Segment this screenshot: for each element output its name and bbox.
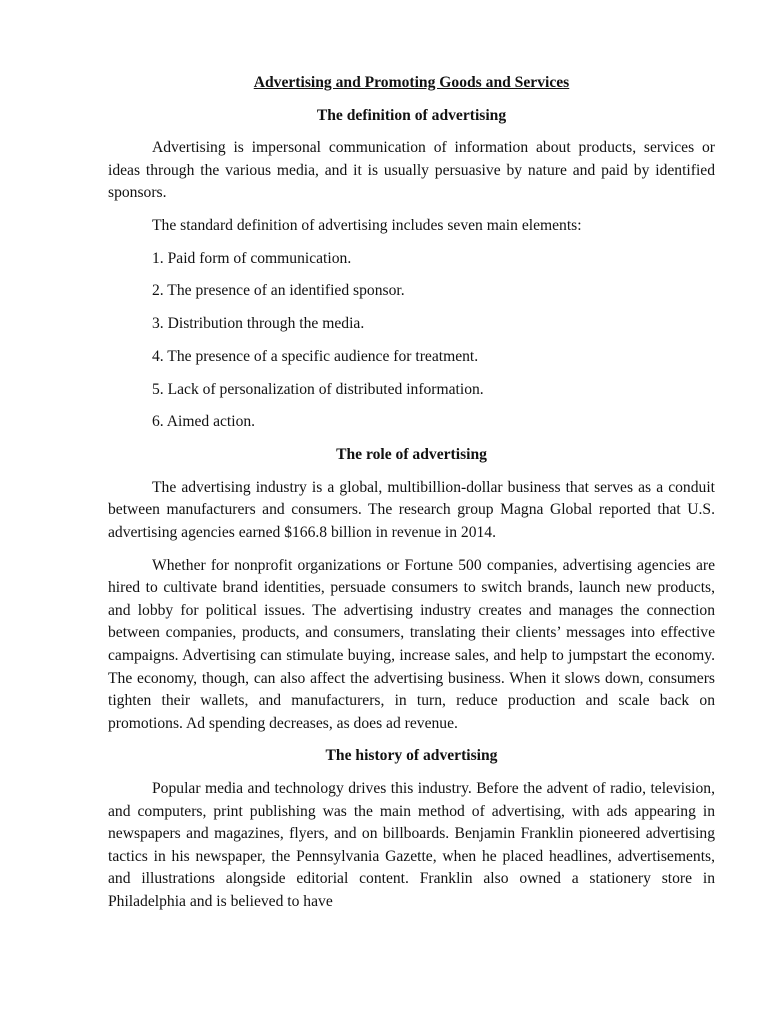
list-item: 1. Paid form of communication. <box>152 249 352 267</box>
paragraph-role-1: The advertising industry is a global, multibillion-dollar business that serves as a conduit between manufacturers and consumers. The research group Magna Global reported that U.S. advertising agencies earned $166.8 billion in revenue in 2014. <box>108 478 715 542</box>
list-item: 3. Distribution through the media. <box>152 315 365 333</box>
elements-list <box>108 248 715 435</box>
list-item: 5. Lack of personalization of distributed information. <box>152 380 484 398</box>
document-title: Advertising and Promoting Goods and Services <box>253 74 570 91</box>
section-heading-history: The history of advertising <box>325 747 498 765</box>
list-item: 6. Aimed action. <box>152 413 256 431</box>
list-item: 2. The presence of an identified sponsor. <box>152 282 405 300</box>
paragraph-definition: Advertising is impersonal communication of information about products, services or ideas through the various media, and it is usually persuasive by nature and paid by identified sponsors. <box>108 139 715 202</box>
section-heading-role: The role of advertising <box>336 446 487 464</box>
document-page <box>108 72 715 910</box>
paragraph-role-2: Whether for nonprofit organizations or Fortune 500 companies, advertising agencies are hired to cultivate brand identities, persuade consumers to switch brands, launch new products, and lobby for political issues. The advertising industry creates and manages the connection between companies, products, and consumers, translating their clients’ messages into effective campaigns. Advertising can stimulate buying, increase sales, and help to jumpstart the economy. The economy, though, can also affect the advertising business. When it slows down, consumers tighten their wallets, and manufacturers, in turn, reduce production and scale back on promotions. Ad spending decreases, as does ad revenue. <box>108 556 715 732</box>
history-paragraph-container <box>108 778 715 910</box>
paragraph-history-1: Popular media and technology drives this industry. Before the advent of radio, television, and computers, print publishing was the main method of advertising, with ads appearing in newspapers and magazines, flyers, and on billboards. Benjamin Franklin pioneered advertising tactics in his newspaper, the Pennsylvania Gazette, when he placed headlines, advertisements, and illustrations alongside editorial content. Franklin also owned a stationery store in Philadelphia and is believed to have <box>108 779 715 910</box>
list-item: 4. The presence of a specific audience for treatment. <box>152 347 479 365</box>
section-heading-definition: The definition of advertising <box>316 106 507 124</box>
paragraph-elements-intro: The standard definition of advertising includes seven main elements: <box>152 216 582 234</box>
